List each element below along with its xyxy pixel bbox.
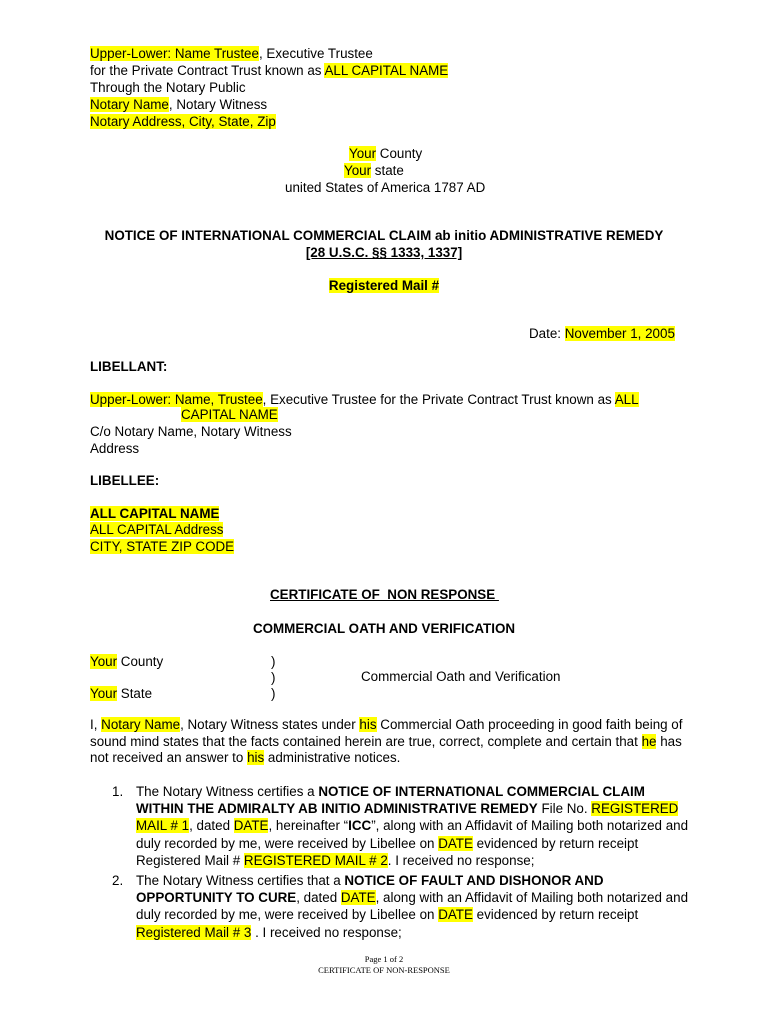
libellee-city: CITY, STATE ZIP CODE bbox=[90, 539, 235, 554]
libellant-care-of: C/o Notary Name, Notary Witness bbox=[90, 424, 292, 439]
libellee-name: ALL CAPITAL NAME bbox=[90, 506, 220, 521]
header-line-3: Through the Notary Public bbox=[90, 80, 246, 95]
header-line-4: Notary Name, Notary Witness bbox=[90, 97, 268, 112]
venue-state: Your state bbox=[344, 163, 404, 178]
trustee-name-placeholder: Upper-Lower: Name Trustee bbox=[90, 46, 259, 61]
notary-address-placeholder: Notary Address, City, State, Zip bbox=[90, 114, 276, 129]
date-line: Date: November 1, 2005 bbox=[529, 326, 675, 341]
venue-county: Your County bbox=[349, 146, 423, 161]
libellant-line-2: CAPITAL NAME bbox=[181, 407, 278, 422]
list-item-1: The Notary Witness certifies a NOTICE OF INTERNATIONAL COMMERCIAL CLAIM WITHIN THE ADMIRALTY AB INITIO ADMINISTRATIVE REMEDY File No. REGISTERED MAIL # 1, dated DATE, hereinafter “ICC”, along with an Affidavit of Mailing both notarized and duly recorded by me, were received by Libellee on DATE evidenced by return receipt Registered Mail # REGISTERED MAIL # 2. I received no response; bbox=[136, 784, 689, 868]
item-number-1: 1. bbox=[112, 784, 124, 799]
header-line-2: for the Private Contract Trust known as ALL CAPITAL NAME bbox=[90, 63, 449, 78]
intro-paragraph: I, Notary Name, Notary Witness states under his Commercial Oath proceeding in good faith being of sound mind states that the facts contained herein are true, correct, complete and certain that he has not received an answer to his administrative notices. bbox=[90, 717, 683, 765]
libellee-address: ALL CAPITAL Address bbox=[90, 522, 224, 537]
libellant-address: Address bbox=[90, 441, 140, 456]
notice-title: NOTICE OF INTERNATIONAL COMMERCIAL CLAIM ab initio ADMINISTRATIVE REMEDY bbox=[104, 228, 664, 243]
caption-county: Your County bbox=[90, 654, 164, 669]
notice-citation: [28 U.S.C. §§ 1333, 1337] bbox=[305, 245, 463, 260]
header-line-1: Upper-Lower: Name Trustee, Executive Trustee bbox=[90, 46, 373, 61]
caption-label: Commercial Oath and Verification bbox=[361, 669, 561, 684]
footer-title: CERTIFICATE OF NON-RESPONSE bbox=[318, 965, 450, 975]
trust-name-placeholder: ALL CAPITAL NAME bbox=[324, 63, 449, 78]
oath-heading: COMMERCIAL OATH AND VERIFICATION bbox=[252, 621, 516, 636]
caption-paren-3: ) bbox=[271, 686, 276, 701]
libellee-heading: LIBELLEE: bbox=[90, 473, 160, 488]
registered-mail: Registered Mail # bbox=[328, 278, 440, 293]
page-number: Page 1 of 2 bbox=[364, 954, 404, 964]
header-line-5 bbox=[90, 113, 276, 130]
date-value: November 1, 2005 bbox=[564, 326, 675, 341]
notary-name-placeholder: Notary Name bbox=[90, 97, 169, 112]
libellant-heading: LIBELLANT: bbox=[90, 359, 168, 374]
libellant-line-1: Upper-Lower: Name, Trustee, Executive Trustee for the Private Contract Trust known as ALL bbox=[90, 392, 639, 407]
caption-state: Your State bbox=[90, 686, 153, 701]
certificate-heading: CERTIFICATE OF NON RESPONSE bbox=[270, 587, 499, 602]
caption-paren-1: ) bbox=[271, 654, 276, 669]
caption-paren-2: ) bbox=[271, 670, 276, 685]
item-number-2: 2. bbox=[112, 873, 124, 888]
venue-country: united States of America 1787 AD bbox=[285, 180, 486, 195]
list-item-2: The Notary Witness certifies that a NOTICE OF FAULT AND DISHONOR AND OPPORTUNITY TO CURE, dated DATE, along with an Affidavit of Mailing both notarized and duly recorded by me, were received by Libellee on DATE evidenced by return receipt Registered Mail # 3 . I received no response; bbox=[136, 873, 689, 940]
